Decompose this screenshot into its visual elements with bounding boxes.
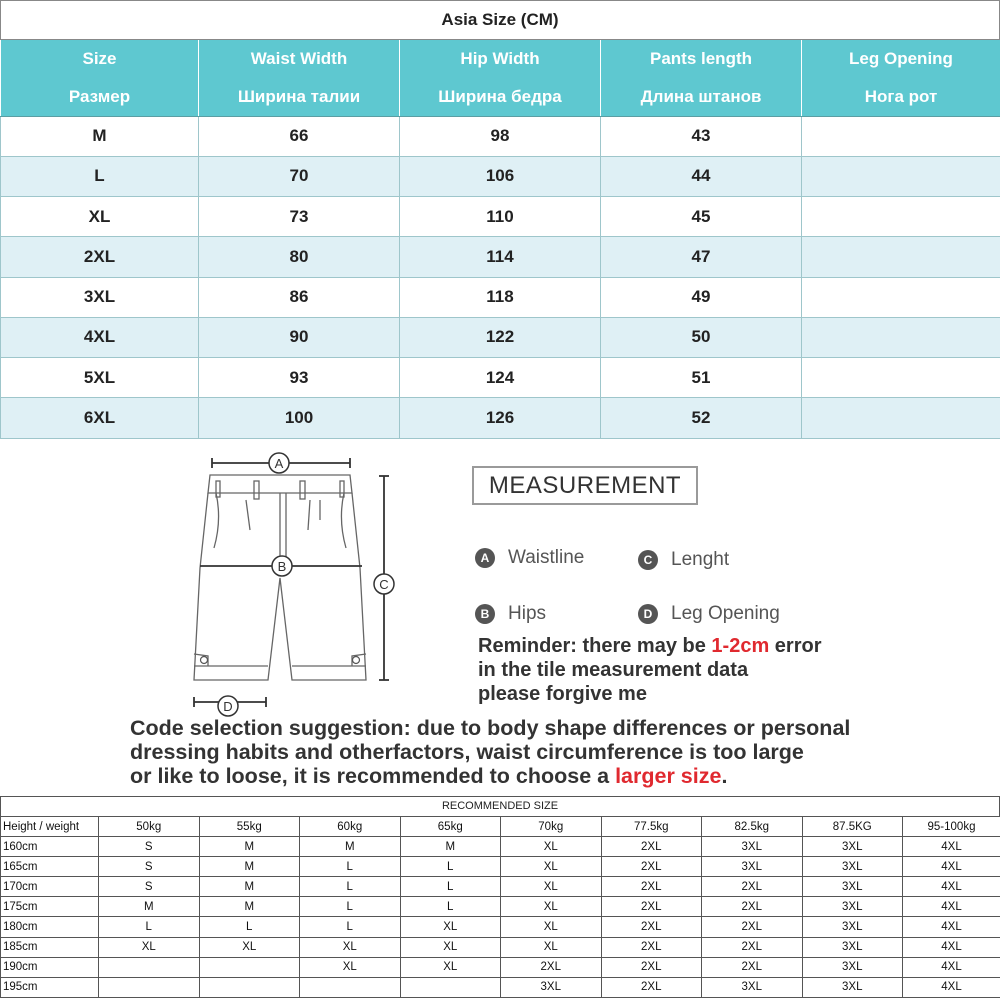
legend-hips-label: Hips — [508, 603, 547, 624]
recommended-header-cell: 55kg — [199, 817, 300, 837]
recommended-cell: 2XL — [601, 917, 702, 937]
recommended-cell: M — [99, 897, 200, 917]
size-row — [1, 358, 1000, 398]
recommended-header-row — [1, 817, 1000, 837]
legend-length-label: Lenght — [671, 549, 730, 570]
size-cell: 118 — [400, 277, 601, 317]
recommended-header-cell: 70kg — [501, 817, 602, 837]
header-leg-opening-ru: Нога рот — [802, 78, 1000, 116]
size-chart-table — [0, 40, 1000, 439]
recommended-cell: 2XL — [702, 937, 803, 957]
recommended-cell: L — [199, 917, 300, 937]
recommended-cell: 2XL — [601, 937, 702, 957]
legend-waistline-label: Waistline — [508, 547, 585, 568]
badge-b-icon: B — [475, 604, 495, 624]
recommended-cell: M — [400, 837, 501, 857]
recommended-cell: 165cm — [1, 857, 99, 877]
size-row — [1, 237, 1000, 277]
recommended-cell: XL — [501, 837, 602, 857]
size-row — [1, 116, 1000, 156]
size-chart-header-en — [1, 40, 1000, 78]
size-cell: 52 — [601, 398, 802, 438]
recommended-cell: M — [199, 857, 300, 877]
header-pants-length: Pants length — [601, 40, 802, 78]
size-cell: 100 — [199, 398, 400, 438]
recommended-row — [1, 877, 1000, 897]
recommended-cell: L — [300, 917, 401, 937]
recommended-row — [1, 957, 1000, 977]
size-cell: 110 — [400, 197, 601, 237]
size-cell: M — [1, 116, 199, 156]
recommended-cell — [300, 977, 401, 997]
recommended-cell: XL — [199, 937, 300, 957]
recommended-cell: 3XL — [802, 837, 903, 857]
recommended-cell: 3XL — [702, 857, 803, 877]
size-cell: XL — [1, 197, 199, 237]
size-cell: L — [1, 156, 199, 196]
recommended-header-cell: 87.5KG — [802, 817, 903, 837]
legend-leg-opening — [638, 603, 780, 625]
badge-c-icon: C — [638, 550, 658, 570]
recommended-cell: XL — [400, 957, 501, 977]
recommended-cell: 180cm — [1, 917, 99, 937]
recommended-cell: 4XL — [903, 837, 1000, 857]
recommended-cell: XL — [300, 957, 401, 977]
recommended-size-table — [0, 816, 1000, 998]
size-cell: 93 — [199, 358, 400, 398]
recommended-cell: 2XL — [702, 877, 803, 897]
recommended-cell: 160cm — [1, 837, 99, 857]
size-cell — [802, 197, 1000, 237]
size-cell: 90 — [199, 317, 400, 357]
recommended-cell: 2XL — [601, 897, 702, 917]
recommended-cell: 2XL — [501, 957, 602, 977]
recommended-cell: M — [199, 897, 300, 917]
size-cell: 49 — [601, 277, 802, 317]
size-chart-title: Asia Size (CM) — [0, 0, 1000, 40]
size-cell: 86 — [199, 277, 400, 317]
recommended-cell: 2XL — [702, 957, 803, 977]
recommended-cell: 3XL — [501, 977, 602, 997]
recommended-cell — [199, 977, 300, 997]
size-cell: 73 — [199, 197, 400, 237]
recommended-cell: XL — [501, 897, 602, 917]
marker-d-label: D — [223, 699, 233, 714]
marker-c-label: C — [379, 577, 389, 592]
recommended-cell: 4XL — [903, 937, 1000, 957]
recommended-cell: L — [400, 897, 501, 917]
header-pants-length-ru: Длина штанов — [601, 78, 802, 116]
recommended-row — [1, 837, 1000, 857]
badge-d-icon: D — [638, 604, 658, 624]
size-row — [1, 156, 1000, 196]
recommended-row — [1, 977, 1000, 997]
recommended-row — [1, 917, 1000, 937]
recommended-cell: 3XL — [702, 837, 803, 857]
reminder-text — [478, 634, 978, 706]
recommended-header-cell: 65kg — [400, 817, 501, 837]
size-cell: 70 — [199, 156, 400, 196]
header-size: Size — [1, 40, 199, 78]
recommended-cell: L — [400, 857, 501, 877]
recommended-cell: 190cm — [1, 957, 99, 977]
header-leg-opening: Leg Opening — [802, 40, 1000, 78]
recommended-cell: 4XL — [903, 977, 1000, 997]
legend-leg-opening-label: Leg Opening — [671, 603, 780, 624]
recommended-header-cell: 60kg — [300, 817, 401, 837]
recommended-cell: L — [99, 917, 200, 937]
recommended-cell: 3XL — [702, 977, 803, 997]
size-cell: 47 — [601, 237, 802, 277]
recommended-cell: XL — [400, 937, 501, 957]
recommended-cell: 3XL — [802, 957, 903, 977]
shorts-measurement-diagram — [180, 448, 410, 723]
suggestion-highlight: larger size — [615, 764, 722, 788]
header-waist-width: Waist Width — [199, 40, 400, 78]
recommended-cell: 4XL — [903, 877, 1000, 897]
recommended-cell: 3XL — [802, 877, 903, 897]
recommended-row — [1, 857, 1000, 877]
recommended-cell — [199, 957, 300, 977]
size-cell: 45 — [601, 197, 802, 237]
legend-waistline — [475, 547, 584, 569]
recommended-cell: 185cm — [1, 937, 99, 957]
header-hip-width: Hip Width — [400, 40, 601, 78]
size-cell — [802, 116, 1000, 156]
recommended-cell: M — [199, 877, 300, 897]
recommended-header-cell: 50kg — [99, 817, 200, 837]
size-cell: 106 — [400, 156, 601, 196]
size-cell — [802, 317, 1000, 357]
recommended-cell: S — [99, 857, 200, 877]
reminder-after: error — [769, 635, 822, 657]
recommended-cell: XL — [300, 937, 401, 957]
recommended-cell — [400, 977, 501, 997]
recommended-cell: L — [300, 857, 401, 877]
suggestion-line-1: Code selection suggestion: due to body shape differences or personal — [130, 716, 851, 740]
recommended-cell: 4XL — [903, 897, 1000, 917]
suggestion-end: . — [721, 764, 728, 788]
measurement-title: MEASUREMENT — [472, 466, 698, 505]
size-cell — [802, 237, 1000, 277]
recommended-cell: 2XL — [601, 957, 702, 977]
recommended-cell: M — [199, 837, 300, 857]
reminder-line-3: please forgive me — [478, 683, 647, 705]
recommended-header-cell: 77.5kg — [601, 817, 702, 837]
recommended-cell: 170cm — [1, 877, 99, 897]
recommended-cell: 3XL — [802, 937, 903, 957]
size-cell: 43 — [601, 116, 802, 156]
size-cell — [802, 398, 1000, 438]
reminder-highlight: 1-2cm — [711, 635, 770, 657]
header-waist-width-ru: Ширина талии — [199, 78, 400, 116]
recommended-cell: 3XL — [802, 917, 903, 937]
recommended-cell: L — [300, 897, 401, 917]
recommended-cell: 2XL — [601, 857, 702, 877]
size-cell: 44 — [601, 156, 802, 196]
recommended-cell: M — [300, 837, 401, 857]
size-cell: 66 — [199, 116, 400, 156]
size-cell: 114 — [400, 237, 601, 277]
size-cell: 3XL — [1, 277, 199, 317]
recommended-row — [1, 897, 1000, 917]
size-row — [1, 197, 1000, 237]
size-suggestion-text — [130, 716, 990, 788]
size-cell: 98 — [400, 116, 601, 156]
recommended-cell: L — [300, 877, 401, 897]
size-cell: 5XL — [1, 358, 199, 398]
recommended-cell — [99, 977, 200, 997]
size-cell: 126 — [400, 398, 601, 438]
recommended-cell: 2XL — [601, 977, 702, 997]
reminder-before: Reminder: there may be — [478, 635, 712, 657]
size-cell: 51 — [601, 358, 802, 398]
size-cell: 124 — [400, 358, 601, 398]
recommended-cell: 4XL — [903, 857, 1000, 877]
recommended-cell: 3XL — [802, 897, 903, 917]
suggestion-line-2: dressing habits and otherfactors, waist circumference is too large — [130, 740, 804, 764]
size-cell — [802, 277, 1000, 317]
size-row — [1, 398, 1000, 438]
recommended-cell: 4XL — [903, 957, 1000, 977]
size-cell: 80 — [199, 237, 400, 277]
size-row — [1, 317, 1000, 357]
recommended-cell: 175cm — [1, 897, 99, 917]
recommended-cell: 195cm — [1, 977, 99, 997]
size-cell — [802, 156, 1000, 196]
size-row — [1, 277, 1000, 317]
recommended-cell: 3XL — [802, 857, 903, 877]
recommended-cell: L — [400, 877, 501, 897]
recommended-header-cell: 82.5kg — [702, 817, 803, 837]
size-chart-header-ru — [1, 78, 1000, 116]
size-cell: 50 — [601, 317, 802, 357]
marker-a-label: A — [274, 456, 284, 471]
recommended-cell: XL — [501, 917, 602, 937]
recommended-cell: XL — [99, 937, 200, 957]
recommended-cell: XL — [501, 857, 602, 877]
suggestion-line-3: or like to loose, it is recommended to choose a — [130, 764, 616, 788]
recommended-cell: XL — [501, 937, 602, 957]
recommended-cell: S — [99, 837, 200, 857]
header-hip-width-ru: Ширина бедра — [400, 78, 601, 116]
legend-hips — [475, 603, 546, 625]
recommended-cell — [99, 957, 200, 977]
recommended-cell: 4XL — [903, 917, 1000, 937]
recommended-cell: 2XL — [702, 917, 803, 937]
recommended-cell: 3XL — [802, 977, 903, 997]
marker-b-label: B — [277, 559, 287, 574]
size-cell: 4XL — [1, 317, 199, 357]
recommended-row — [1, 937, 1000, 957]
size-cell — [802, 358, 1000, 398]
recommended-cell: XL — [400, 917, 501, 937]
recommended-cell: 2XL — [601, 877, 702, 897]
reminder-line-2: in the tile measurement data — [478, 659, 749, 681]
recommended-size-title: RECOMMENDED SIZE — [0, 796, 1000, 816]
recommended-cell: S — [99, 877, 200, 897]
header-size-ru: Размер — [1, 78, 199, 116]
recommended-cell: 2XL — [601, 837, 702, 857]
size-cell: 6XL — [1, 398, 199, 438]
badge-a-icon: A — [475, 548, 495, 568]
recommended-cell: XL — [501, 877, 602, 897]
recommended-header-cell: 95-100kg — [903, 817, 1000, 837]
recommended-cell: 2XL — [702, 897, 803, 917]
size-cell: 2XL — [1, 237, 199, 277]
size-cell: 122 — [400, 317, 601, 357]
legend-length — [638, 549, 729, 571]
recommended-header-cell: Height / weight — [1, 817, 99, 837]
